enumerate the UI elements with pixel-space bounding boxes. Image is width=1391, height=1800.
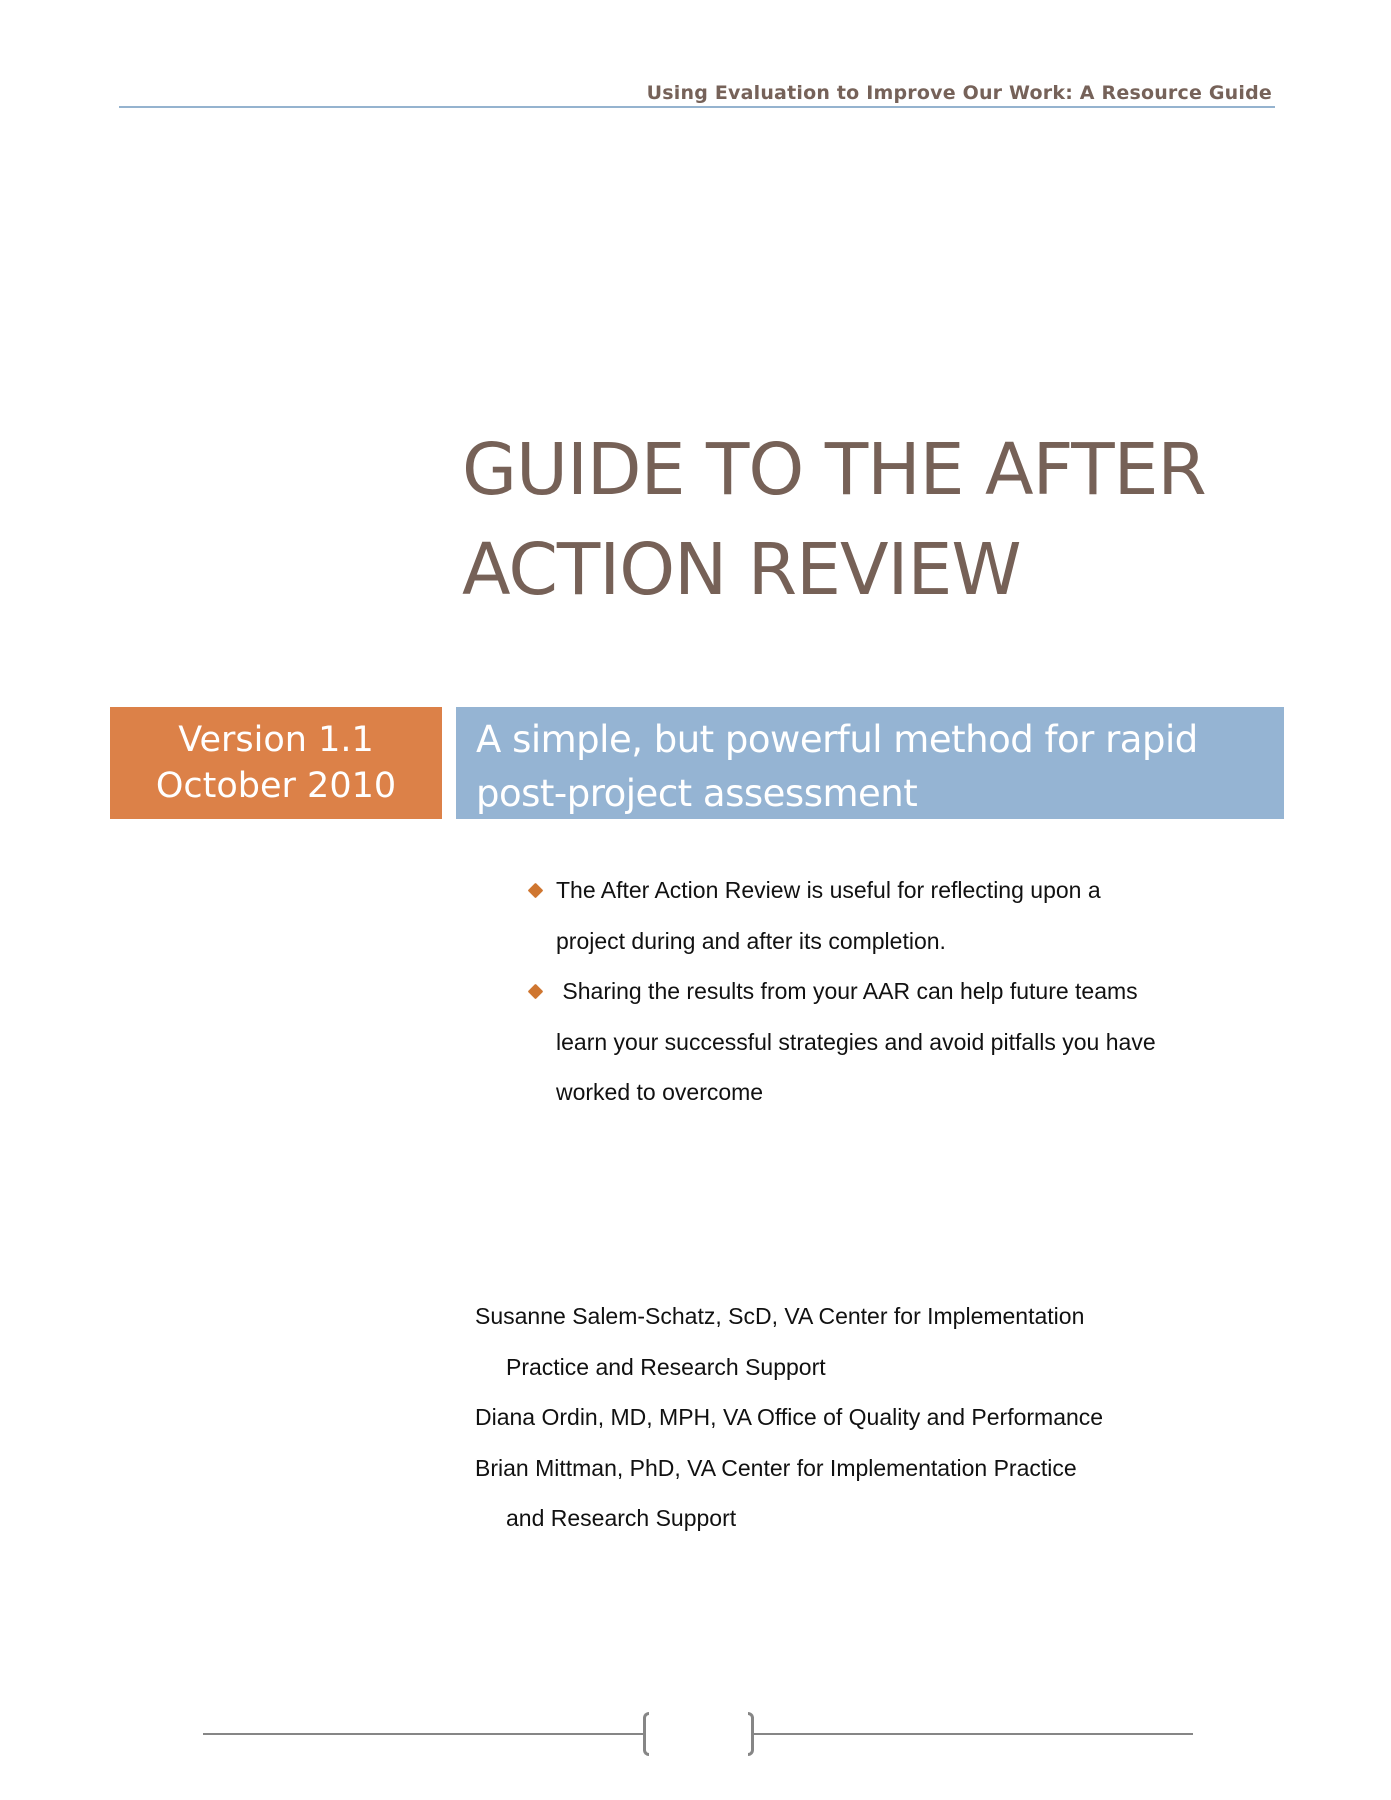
left-bracket-icon xyxy=(643,1712,649,1756)
author-entry xyxy=(475,1443,1235,1544)
running-header xyxy=(119,78,1275,108)
author-line: Brian Mittman, PhD, VA Center for Implementation Practice xyxy=(475,1454,1077,1481)
title-line-2: ACTION REVIEW xyxy=(462,528,1021,611)
author-affiliation-continued: and Research Support xyxy=(506,1505,737,1531)
footer-rule-right xyxy=(752,1733,1193,1735)
version-label: Version 1.1 xyxy=(178,720,374,760)
title-line-1: GUIDE TO THE AFTER xyxy=(462,428,1206,511)
author-list xyxy=(475,1291,1235,1544)
bullet-text-line: project during and after its completion. xyxy=(556,927,946,954)
footer-rule-left xyxy=(203,1733,645,1735)
bullet-text-line: The After Action Review is useful for reflecting upon a xyxy=(556,877,1101,903)
author-entry xyxy=(475,1392,1235,1443)
header-rule xyxy=(119,106,1275,108)
diamond-bullet-icon xyxy=(528,984,544,1000)
tagline-line-1: A simple, but powerful method for rapid xyxy=(476,718,1198,761)
page-footer xyxy=(203,1710,1193,1760)
author-entry xyxy=(475,1291,1235,1392)
author-line: Susanne Salem-Schatz, ScD, VA Center for Implementation xyxy=(475,1303,1085,1329)
tagline-line-2: post-project assessment xyxy=(476,772,918,815)
summary-bullet-list xyxy=(526,865,1246,1118)
bullet-text-line: learn your successful strategies and avoid pitfalls you have xyxy=(556,1028,1156,1055)
document-title xyxy=(462,420,1206,620)
diamond-bullet-icon xyxy=(528,883,544,899)
bullet-text-line: worked to overcome xyxy=(556,1079,764,1105)
bullet-item xyxy=(526,966,1246,1118)
bullet-text-line: Sharing the results from your AAR can help future teams xyxy=(556,978,1138,1004)
author-affiliation-continued: Practice and Research Support xyxy=(506,1353,826,1380)
version-date: October 2010 xyxy=(155,766,397,806)
author-line: Diana Ordin, MD, MPH, VA Office of Quality and Performance xyxy=(475,1404,1104,1430)
tagline-box xyxy=(456,707,1284,819)
bullet-item xyxy=(526,865,1246,966)
running-header-title: Using Evaluation to Improve Our Work: A Resource Guide xyxy=(646,82,1272,104)
version-box xyxy=(110,707,442,819)
